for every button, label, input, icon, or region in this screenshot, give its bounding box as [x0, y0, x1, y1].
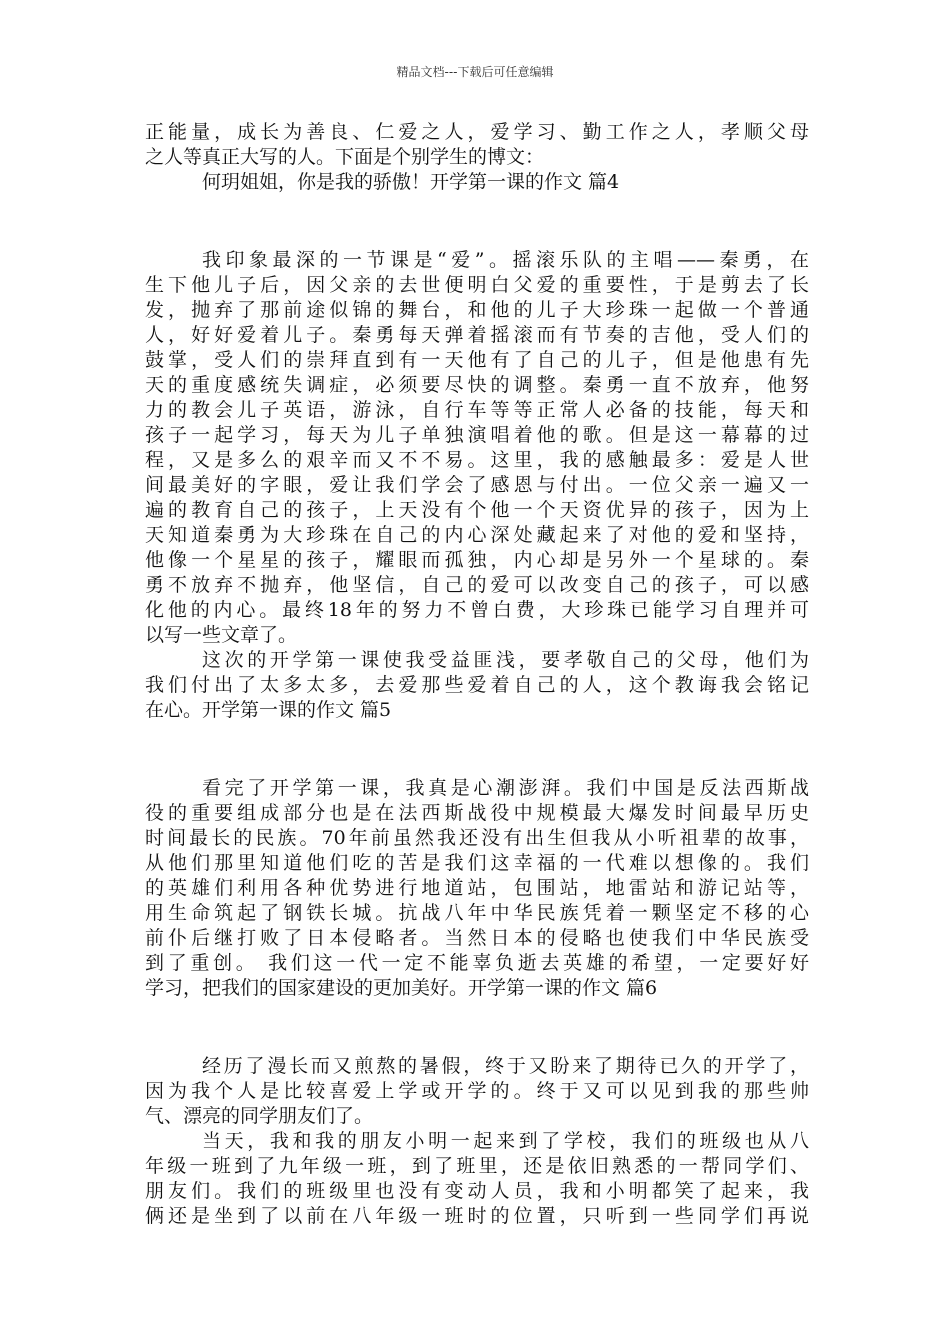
paragraph-line: 间最美好的字眼，爱让我们学会了感恩与付出。一位父亲一遍又一: [145, 474, 809, 496]
section-gap: [145, 723, 809, 776]
paragraph-line: 他像一个星星的孩子，耀眼而孤独，内心却是另外一个星球的。秦: [145, 549, 809, 571]
paragraph-line: 从他们那里知道他们吃的苦是我们这幸福的一代难以想像的。我们: [145, 852, 809, 874]
paragraph-line: 俩还是坐到了以前在八年级一班时的位置，只听到一些同学们再说: [145, 1205, 809, 1227]
paragraph-line: 当天，我和我的朋友小明一起来到了学校，我们的班级也从八: [202, 1130, 809, 1152]
paragraph-line: 人，好好爱着儿子。秦勇每天弹着摇滚而有节奏的吉他，受人们的: [145, 324, 809, 346]
paragraph-line: 之人等真正大写的人。下面是个别学生的博文：: [145, 146, 545, 168]
paragraph-line: 朋友们。我们的班级里也没有变动人员，我和小明都笑了起来，我: [145, 1180, 809, 1202]
paragraph-line: 生下他儿子后，因父亲的去世便明白父爱的重要性，于是剪去了长: [145, 274, 809, 296]
document-body: [145, 120, 809, 1229]
paragraph-line: 勇不放弃不抛弃，他坚信，自己的爱可以改变自己的孩子，可以感: [145, 574, 809, 596]
paragraph-line: 鼓掌，受人们的崇拜直到有一天他有了自己的儿子，但是他患有先: [145, 349, 809, 371]
page-header: 精品文档---下载后可任意编辑: [396, 65, 554, 79]
paragraph-line: 到了重创。 我们这一代一定不能辜负逝去英雄的希望，一定要好好: [145, 952, 809, 974]
paragraph-line: 程，又是多么的艰辛而又不不易。这里，我的感触最多：爱是人世: [145, 449, 809, 471]
paragraph-line: 的英雄们利用各种优势进行地道站，包围站，地雷站和游记站等，: [145, 877, 809, 899]
section-heading: 在心。开学第一课的作文 篇5: [145, 699, 392, 721]
paragraph-line: 气、漂亮的同学朋友们了。: [145, 1105, 374, 1127]
paragraph-line: 因为我个人是比较喜爱上学或开学的。终于又可以见到我的那些帅: [145, 1080, 809, 1102]
paragraph-line: 我印象最深的一节课是“爱”。摇滚乐队的主唱——秦勇，在: [202, 249, 809, 271]
section-heading: 学习，把我们的国家建设的更加美好。开学第一课的作文 篇6: [145, 977, 658, 999]
section-gap: [145, 1001, 809, 1054]
paragraph-line: 天知道秦勇为大珍珠在自己的内心深处藏起来了对他的爱和坚持，: [145, 524, 809, 546]
paragraph-line: 这次的开学第一课使我受益匪浅，要孝敬自己的父母，他们为: [202, 649, 809, 671]
section-heading: 何玥姐姐，你是我的骄傲！开学第一课的作文 篇4: [202, 171, 620, 193]
paragraph-line: 化他的内心。最终18年的努力不曾白费，大珍珠已能学习自理并可: [145, 599, 809, 621]
paragraph-line: 我们付出了太多太多，去爱那些爱着自己的人，这个教诲我会铭记: [145, 674, 809, 696]
paragraph-line: 以写一些文章了。: [145, 624, 298, 646]
paragraph-line: 发，抛弃了那前途似锦的舞台，和他的儿子大珍珠一起做一个普通: [145, 299, 809, 321]
paragraph-line: 正能量，成长为善良、仁爱之人，爱学习、勤工作之人，孝顺父母: [145, 121, 809, 143]
paragraph-line: 前仆后继打败了日本侵略者。当然日本的侵略也使我们中华民族受: [145, 927, 809, 949]
paragraph-line: 孩子一起学习，每天为儿子单独演唱着他的歌。但是这一幕幕的过: [145, 424, 809, 446]
paragraph-line: 天的重度感统失调症，必须要尽快的调整。秦勇一直不放弃，他努: [145, 374, 809, 396]
section-gap: [145, 195, 809, 248]
paragraph-line: 遍的教育自己的孩子，上天没有个他一个天资优异的孩子，因为上: [145, 499, 809, 521]
paragraph-line: 看完了开学第一课，我真是心潮澎湃。我们中国是反法西斯战: [202, 777, 809, 799]
paragraph-line: 时间最长的民族。70年前虽然我还没有出生但我从小听祖辈的故事，: [145, 827, 809, 849]
paragraph-line: 力的教会儿子英语，游泳，自行车等等正常人必备的技能，每天和: [145, 399, 809, 421]
paragraph-line: 用生命筑起了钢铁长城。抗战八年中华民族凭着一颗坚定不移的心: [145, 902, 809, 924]
paragraph-line: 年级一班到了九年级一班，到了班里，还是依旧熟悉的一帮同学们、: [145, 1155, 809, 1177]
paragraph-line: 役的重要组成部分也是在法西斯战役中规模最大爆发时间最早历史: [145, 802, 809, 824]
paragraph-line: 经历了漫长而又煎熬的暑假，终于又盼来了期待已久的开学了，: [202, 1055, 809, 1077]
